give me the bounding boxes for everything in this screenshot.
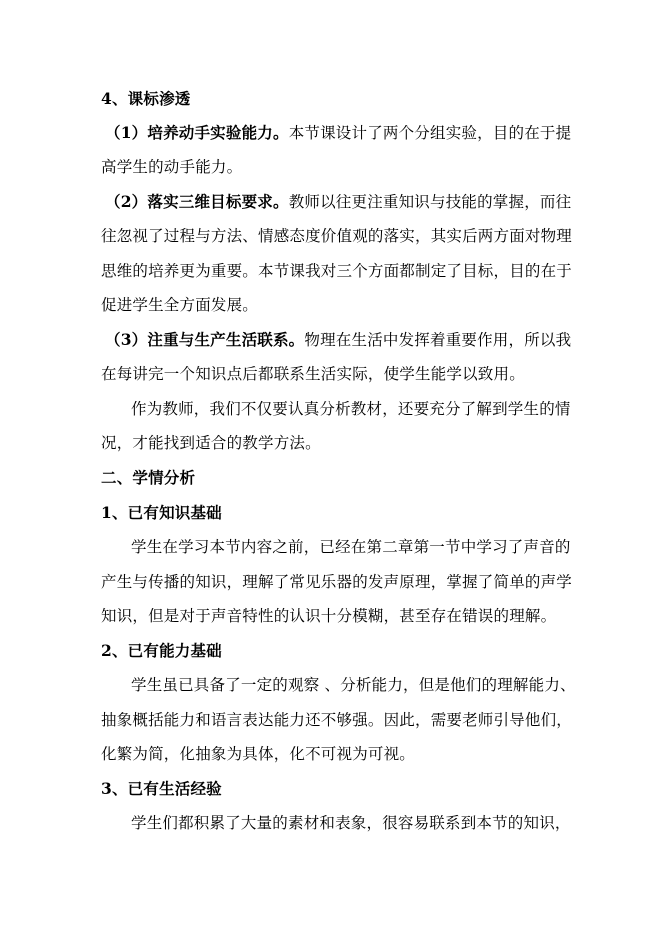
item-3-text: 物理在生活中发挥着重要作用，所以我 bbox=[304, 331, 572, 349]
sub-1-heading: 1、已有知识基础 bbox=[101, 503, 222, 522]
sub-3-line-1: 学生们都积累了大量的素材和表象，很容易联系到本节的知识， bbox=[131, 814, 571, 832]
sub-1-line-1: 学生在学习本节内容之前，已经在第二章第一节中学习了声音的 bbox=[131, 538, 571, 556]
item-2-line-2: 往忽视了过程与方法、情感态度价值观的落实，其实后两方面对物理 bbox=[101, 227, 573, 245]
item-2-line-1 bbox=[105, 192, 575, 212]
item-2-text: 教师以往更注重知识与技能的掌握，而往 bbox=[288, 193, 572, 211]
sub-2-line-1: 学生虽已具备了一定的观察 、分析能力，但是他们的理解能力、 bbox=[131, 676, 576, 694]
sub-3-heading: 3、已有生活经验 bbox=[101, 779, 222, 798]
item-1-title: （1）培养动手实验能力。 bbox=[105, 123, 289, 142]
section-two-heading: 二、学情分析 bbox=[101, 468, 196, 487]
item-1-line-2: 高学生的动手能力。 bbox=[101, 158, 243, 176]
item-3-title: （3）注重与生产生活联系。 bbox=[105, 330, 305, 349]
sub-1-line-3: 知识，但是对于声音特性的认识十分模糊，甚至存在错误的理解。 bbox=[101, 607, 557, 625]
item-2-title: （2）落实三维目标要求。 bbox=[105, 192, 289, 211]
section-4-heading: 4、课标渗透 bbox=[101, 89, 191, 108]
sub-2-line-2: 抽象概括能力和语言表达能力还不够强。因此，需要老师引导他们， bbox=[101, 711, 573, 729]
item-2-line-3: 思维的培养更为重要。本节课我对三个方面都制定了目标，目的在于 bbox=[101, 262, 573, 280]
closing-line-2: 况，才能找到适合的教学方法。 bbox=[101, 434, 321, 452]
item-3-line-2: 在每讲完一个知识点后都联系生活实际，使学生能学以致用。 bbox=[101, 365, 525, 383]
item-3-line-1 bbox=[105, 330, 575, 350]
sub-2-heading: 2、已有能力基础 bbox=[101, 641, 222, 660]
sub-2-line-3: 化繁为简，化抽象为具体，化不可视为可视。 bbox=[101, 745, 416, 763]
item-2-line-4: 促进学生全方面发展。 bbox=[101, 296, 259, 314]
item-1-line-1 bbox=[105, 123, 575, 143]
item-1-text: 本节课设计了两个分组实验，目的在于提 bbox=[288, 124, 572, 142]
closing-line-1: 作为教师，我们不仅要认真分析教材，还要充分了解到学生的情 bbox=[131, 400, 571, 418]
sub-1-line-2: 产生与传播的知识，理解了常见乐器的发声原理，掌握了简单的声学 bbox=[101, 573, 573, 591]
